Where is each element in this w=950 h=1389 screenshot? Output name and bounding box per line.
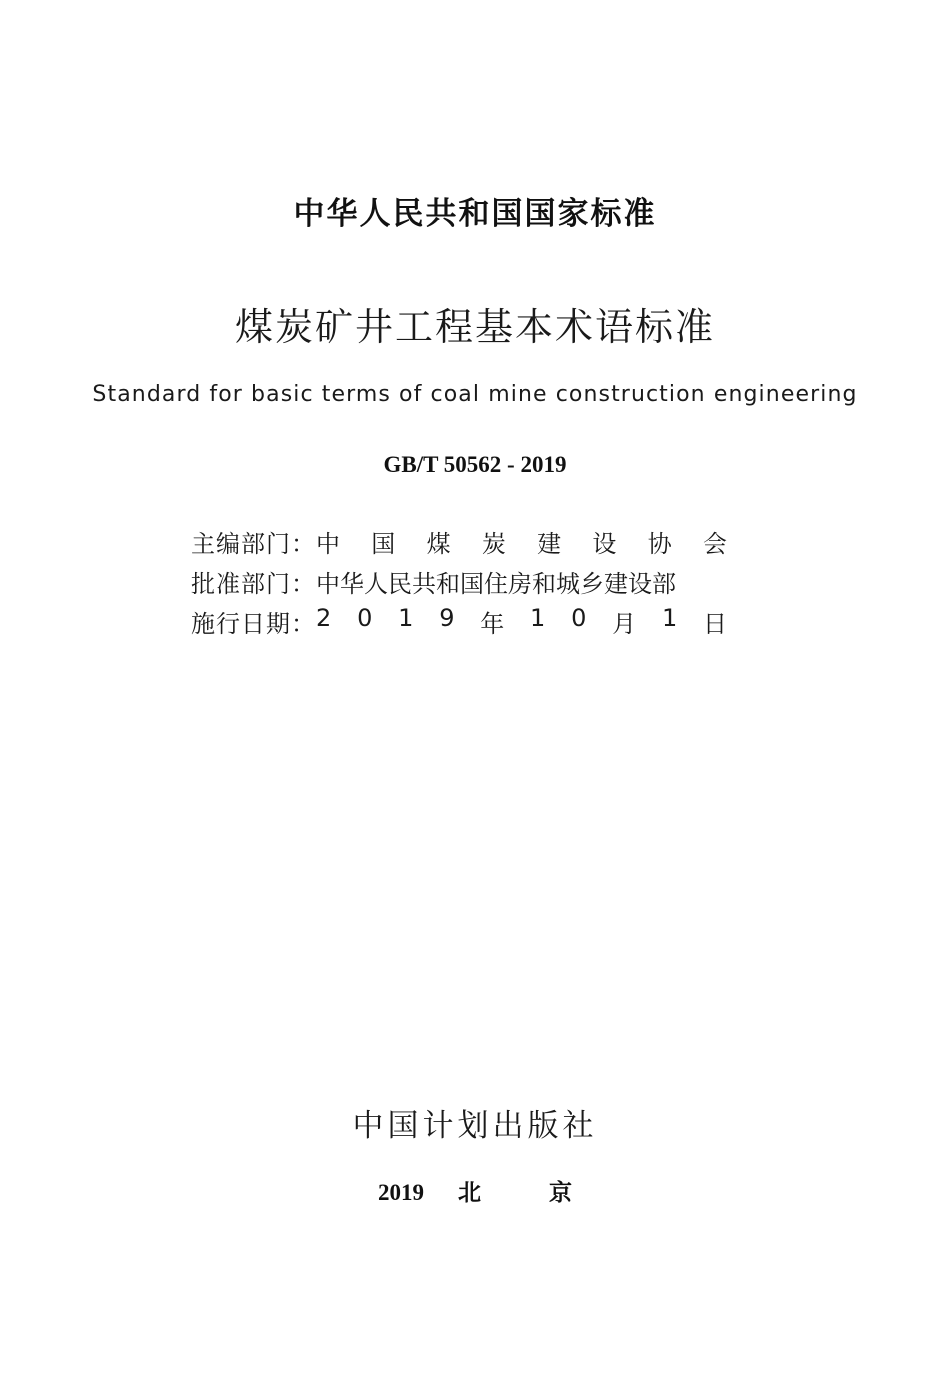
publication-city-part-1: 北 [457,1180,481,1206]
date-char: 1 [398,604,414,632]
date-char: 2 [316,604,332,632]
date-char: 0 [357,604,373,632]
publisher-name: 中国计划出版社 [352,1108,598,1144]
effective-date-label: 施行日期： [191,610,316,638]
publication-city-part-2: 京 [549,1180,573,1206]
standard-code: GB/T 50562 - 2019 [383,452,567,477]
date-char: 月 [612,610,637,638]
publication-line [0,1174,950,1207]
editor-char: 设 [592,530,617,558]
editor-char: 中 [316,530,340,558]
effective-date-value [316,604,751,639]
date-char: 0 [571,604,587,632]
date-char: 日 [703,610,727,638]
editor-char: 国 [371,530,396,558]
chinese-title: 煤炭矿井工程基本术语标准 [234,305,715,349]
national-standard-heading: 中华人民共和国国家标准 [293,196,657,232]
date-char: 1 [530,604,546,632]
editor-char: 炭 [481,530,506,558]
date-char: 9 [439,604,455,632]
editor-char: 协 [647,530,672,558]
approver-label: 批准部门： [191,570,316,598]
editor-char: 煤 [426,530,451,558]
date-char: 1 [661,604,678,632]
approver-row [191,564,751,599]
editor-label: 主编部门： [191,530,316,558]
editor-row [191,524,751,559]
english-title: Standard for basic terms of coal mine construction engineering [92,382,858,407]
date-char: 年 [480,610,505,638]
editor-char: 建 [537,530,562,558]
approver-value: 中华人民共和国住房和城乡建设部 [316,570,676,598]
publication-year: 2019 [377,1180,424,1205]
editor-value [316,524,751,559]
editor-char: 会 [702,530,727,558]
effective-date-row [191,604,751,639]
